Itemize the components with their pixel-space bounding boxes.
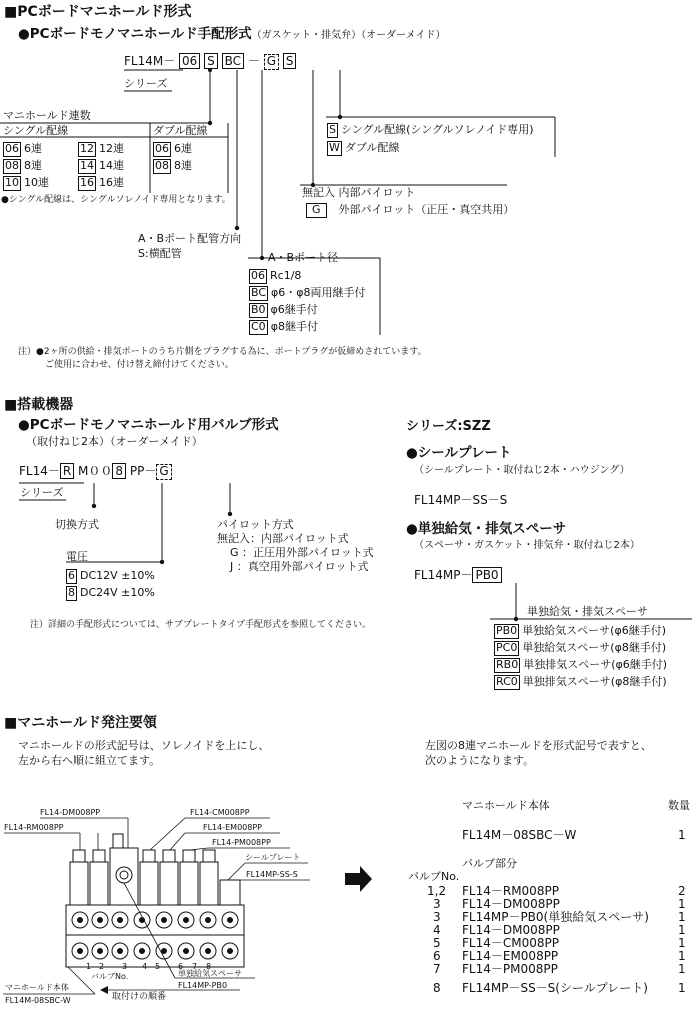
section-title-pc-board: ■PCボードマニホールド形式 bbox=[4, 4, 192, 20]
list-row-no: 7 bbox=[433, 962, 441, 976]
valve-subnote: （取付ねじ2本）（オーダーメイド） bbox=[26, 435, 203, 448]
list-row-qty: 1 bbox=[678, 910, 686, 924]
valve-subtitle: ●PCボードモノマニホールド用バルブ形式 bbox=[18, 417, 279, 433]
fig-label-dm: FL14-DM008PP bbox=[40, 808, 101, 817]
port-dir-line1: A・Bポート配管方向 bbox=[138, 232, 242, 245]
list-row-code: FL14MP－PB0(単独給気スペーサ) bbox=[462, 910, 649, 924]
pilot-none: 無記入 内部パイロット bbox=[302, 186, 416, 199]
model-code-row: FL14M－ 06 S BC － G S bbox=[124, 53, 296, 70]
valve-code-row: FL14－ R M００ 8 PP－ G bbox=[19, 463, 172, 480]
switch-type: 切換方式 bbox=[55, 518, 99, 531]
station-item: 06 6連 bbox=[5, 142, 42, 155]
list-row-code: FL14－PM008PP bbox=[462, 962, 558, 976]
list-valve-no: バルブNo. bbox=[408, 870, 460, 883]
list-row-code: FL14－DM008PP bbox=[462, 897, 560, 911]
subtitle-order-form: ●PCボードモノマニホールド手配形式（ガスケット・排気弁）（オーダーメイド） bbox=[18, 26, 446, 42]
fig-label-seal-code: FL14MP-SS-S bbox=[246, 870, 298, 879]
port-dir-line2: S:横配管 bbox=[138, 247, 182, 260]
station-item: 06 6連 bbox=[155, 142, 192, 155]
port-size-item: B0 φ6継手付 bbox=[251, 303, 318, 316]
list-row-qty: 1 bbox=[678, 897, 686, 911]
wiring-item: W ダブル配線 bbox=[329, 141, 400, 154]
valve-number: 4 bbox=[142, 962, 148, 971]
valve-number: 6 bbox=[178, 962, 184, 971]
list-row-code: FL14－EM008PP bbox=[462, 949, 559, 963]
pilot-type-item: 無記入：内部パイロット式 bbox=[217, 532, 349, 545]
order-desc-4: 次のようになります。 bbox=[425, 754, 535, 767]
order-desc-2: 左から右へ順に組立てます。 bbox=[18, 754, 161, 767]
list-row-no: 3 bbox=[433, 910, 441, 924]
list-row-no: 5 bbox=[433, 936, 441, 950]
valve-number: 2 bbox=[99, 962, 105, 971]
list-row-no: 8 bbox=[433, 981, 441, 995]
list-row-no: 1,2 bbox=[427, 884, 447, 898]
seal-plate-title: ●シールプレート bbox=[406, 445, 512, 461]
fig-label-cm: FL14-CM008PP bbox=[190, 808, 250, 817]
list-row-qty: 1 bbox=[678, 936, 686, 950]
list-row-qty: 1 bbox=[678, 981, 686, 995]
list-row-qty: 1 bbox=[678, 949, 686, 963]
note-plug-2: ご使用に合わせ、付け替え締付けてください。 bbox=[45, 360, 234, 370]
pilot-g: G 外部パイロット（正圧・真空共用） bbox=[306, 203, 514, 218]
port-size-item: 06 Rc1/8 bbox=[251, 269, 302, 282]
valve-number: 5 bbox=[155, 962, 161, 971]
list-body-code: FL14M－08SBC－W bbox=[462, 828, 577, 842]
fig-label-em: FL14-EM008PP bbox=[203, 823, 262, 832]
list-valve-head: バルブ部分 bbox=[462, 857, 517, 870]
station-item: 12 12連 bbox=[80, 142, 124, 155]
spacer-item: PC0 単独給気スペーサ(φ8継手付) bbox=[496, 641, 667, 654]
valve-series-label: シリーズ bbox=[20, 486, 64, 499]
order-desc-1: マニホールドの形式記号は、ソレノイドを上にし、 bbox=[18, 739, 270, 752]
valve-number: 7 bbox=[192, 962, 198, 971]
spacer-item: RC0 単独排気スペーサ(φ8継手付) bbox=[496, 675, 667, 688]
pilot-type-item: G ：正圧用外部パイロット式 bbox=[230, 546, 374, 559]
port-size-item: BC φ6・φ8両用継手付 bbox=[251, 286, 366, 299]
voltage-item: 6 DC12V ±10% bbox=[68, 569, 155, 582]
station-item: 10 10連 bbox=[5, 176, 49, 189]
list-row-qty: 1 bbox=[678, 923, 686, 937]
list-row-no: 3 bbox=[433, 897, 441, 911]
order-desc-3: 左図の8連マニホールドを形式記号で表すと、 bbox=[425, 739, 652, 752]
fig-label-seal: シールプレート bbox=[245, 853, 301, 862]
series-szz: シリーズ:SZZ bbox=[406, 419, 491, 434]
spacer-title: ●単独給気・排気スペーサ bbox=[406, 521, 567, 537]
list-body-head: マニホールド本体 bbox=[462, 799, 550, 812]
valve-number: 3 bbox=[122, 962, 128, 971]
list-row-code: FL14－CM008PP bbox=[462, 936, 559, 950]
pilot-type-title: パイロット方式 bbox=[217, 518, 294, 531]
single-header: シングル配線 bbox=[3, 124, 69, 137]
list-row-qty: 2 bbox=[678, 884, 686, 898]
spacer-item: RB0 単独排気スペーサ(φ6継手付) bbox=[496, 658, 668, 671]
valve-number: 1 bbox=[86, 962, 92, 971]
station-item: 16 16連 bbox=[80, 176, 124, 189]
list-row-code: FL14－DM008PP bbox=[462, 923, 560, 937]
list-row-code: FL14－RM008PP bbox=[462, 884, 559, 898]
series-label: シリーズ bbox=[124, 77, 168, 90]
section-title-mounted: ■搭載機器 bbox=[4, 397, 74, 413]
fig-body: マニホールド本体 bbox=[5, 983, 69, 992]
port-size-item: C0 φ8継手付 bbox=[251, 320, 318, 333]
voltage-item: 8 DC24V ±10% bbox=[68, 586, 155, 599]
spacer-code: FL14MP－ PB0 bbox=[414, 567, 502, 583]
list-row-no: 4 bbox=[433, 923, 441, 937]
list-row-qty: 1 bbox=[678, 962, 686, 976]
station-item: 08 8連 bbox=[5, 159, 42, 172]
seal-plate-note: （シールプレート・取付ねじ2本・ハウジング） bbox=[414, 465, 630, 476]
list-qty-head: 数量 bbox=[668, 799, 690, 812]
fig-spacer: 単独給気スペーサ bbox=[178, 969, 242, 978]
fig-order: 取付けの順番 bbox=[112, 992, 167, 1002]
fig-valve-no: バルブNo. bbox=[91, 972, 129, 981]
list-row-no: 6 bbox=[433, 949, 441, 963]
fig-label-pm: FL14-PM008PP bbox=[212, 838, 271, 847]
list-body-qty: 1 bbox=[678, 828, 686, 842]
single-note: ●シングル配線は、シングルソレノイド専用となります。 bbox=[1, 195, 231, 205]
wiring-item: S シングル配線(シングルソレノイド専用) bbox=[329, 123, 534, 136]
seal-plate-code: FL14MP－SS－S bbox=[414, 493, 508, 507]
valve-note: 注）詳細の手配形式については、サブプレートタイプ手配形式を参照してください。 bbox=[30, 620, 372, 630]
voltage-title: 電圧 bbox=[66, 550, 88, 563]
spacer-item: PB0 単独給気スペーサ(φ6継手付) bbox=[496, 624, 667, 637]
stations-title: マニホールド連数 bbox=[3, 109, 91, 122]
note-plug: 注）●2ヶ所の供給・排気ポートのうち片側をプラグする為に、ポートプラグが仮締めされています。 bbox=[18, 347, 427, 357]
fig-spacer-code: FL14MP-PB0 bbox=[178, 981, 228, 990]
pilot-type-item: J ：真空用外部パイロット式 bbox=[230, 560, 369, 573]
fig-body-code: FL14M-08SBC-W bbox=[5, 996, 71, 1005]
spacer-head: 単独給気・排気スペーサ bbox=[527, 605, 648, 618]
spacer-note: （スペーサ・ガスケット・排気弁・取付ねじ2本） bbox=[414, 540, 640, 551]
valve-number: 8 bbox=[206, 962, 212, 971]
section-title-order: ■マニホールド発注要領 bbox=[4, 715, 157, 731]
port-size-title: A・Bポート径 bbox=[268, 251, 339, 264]
station-item: 14 14連 bbox=[80, 159, 124, 172]
list-row-code: FL14MP－SS－S(シールプレート) bbox=[462, 981, 648, 995]
double-header: ダブル配線 bbox=[153, 124, 208, 137]
fig-label-rm: FL14-RM008PP bbox=[4, 823, 64, 832]
station-item: 08 8連 bbox=[155, 159, 192, 172]
